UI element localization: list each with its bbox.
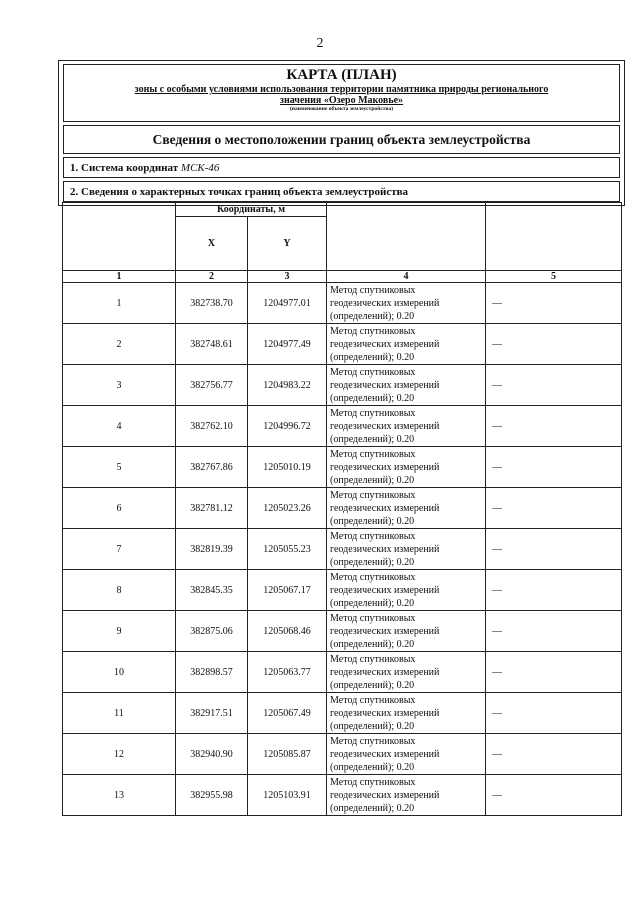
y-value: 1204977.49 (248, 324, 327, 365)
remark-cell: — (486, 447, 622, 488)
method-line: Метод спутниковых (330, 694, 416, 706)
title-line-1: зоны с особыми условиями использования территории памятника природы регионального (134, 84, 549, 95)
x-value: 382767.86 (176, 447, 248, 488)
method-cell (327, 488, 486, 529)
remark-cell: — (486, 324, 622, 365)
remark-cell: — (486, 734, 622, 775)
method-line: (определений); 0.20 (330, 392, 415, 404)
points-table (62, 202, 622, 816)
point-number: 1 (63, 283, 176, 324)
coord-system-value: МСК-46 (180, 162, 220, 174)
document-frame (58, 60, 625, 206)
x-header: X (176, 217, 248, 271)
x-value: 382738.70 (176, 283, 248, 324)
table-row (63, 611, 622, 652)
point-number: 6 (63, 488, 176, 529)
remark-cell: — (486, 283, 622, 324)
x-value: 382898.57 (176, 652, 248, 693)
remark-cell: — (486, 406, 622, 447)
method-line: геодезических измерений (330, 502, 440, 514)
method-line: Метод спутниковых (330, 571, 416, 583)
y-value: 1205067.49 (248, 693, 327, 734)
method-cell (327, 324, 486, 365)
x-value: 382940.90 (176, 734, 248, 775)
method-line: (определений); 0.20 (330, 802, 415, 814)
method-line: (определений); 0.20 (330, 720, 415, 732)
method-line: (определений); 0.20 (330, 597, 415, 609)
method-line: (определений); 0.20 (330, 638, 415, 650)
method-cell (327, 447, 486, 488)
table-row (63, 447, 622, 488)
method-line: геодезических измерений (330, 625, 440, 637)
x-value: 382917.51 (176, 693, 248, 734)
remark-cell: — (486, 488, 622, 529)
method-line: геодезических измерений (330, 584, 440, 596)
method-line: геодезических измерений (330, 748, 440, 760)
x-value: 382762.10 (176, 406, 248, 447)
title-line-2: значения «Озеро Маковье» (279, 95, 404, 106)
method-cell (327, 693, 486, 734)
y-value: 1205063.77 (248, 652, 327, 693)
page-number: 2 (316, 36, 324, 51)
table-row (63, 693, 622, 734)
col-number: 4 (327, 271, 486, 283)
method-cell (327, 570, 486, 611)
method-line: Метод спутниковых (330, 448, 416, 460)
method-line: Метод спутниковых (330, 407, 416, 419)
remark-cell: — (486, 652, 622, 693)
method-line: (определений); 0.20 (330, 515, 415, 527)
method-line: (определений); 0.20 (330, 433, 415, 445)
y-value: 1204996.72 (248, 406, 327, 447)
method-cell (327, 734, 486, 775)
method-line: геодезических измерений (330, 338, 440, 350)
col-number: 1 (63, 271, 176, 283)
method-line: геодезических измерений (330, 379, 440, 391)
title-note: (наименование объекта землеустройства) (289, 106, 394, 112)
remark-cell: — (486, 570, 622, 611)
table-row (63, 365, 622, 406)
y-value: 1205010.19 (248, 447, 327, 488)
method-line: Метод спутниковых (330, 284, 416, 296)
remark-cell: — (486, 775, 622, 816)
method-line: (определений); 0.20 (330, 310, 415, 322)
table-row (63, 324, 622, 365)
table-row (63, 488, 622, 529)
y-value: 1205068.46 (248, 611, 327, 652)
method-line: геодезических измерений (330, 789, 440, 801)
table-row (63, 283, 622, 324)
page-title: КАРТА (ПЛАН) (286, 67, 397, 83)
point-number: 11 (63, 693, 176, 734)
title-block (63, 64, 620, 122)
col-number: 3 (248, 271, 327, 283)
remark-cell: — (486, 529, 622, 570)
point-number: 7 (63, 529, 176, 570)
y-value: 1205067.17 (248, 570, 327, 611)
x-value: 382955.98 (176, 775, 248, 816)
y-value: 1205085.87 (248, 734, 327, 775)
method-line: Метод спутниковых (330, 325, 416, 337)
point-number: 5 (63, 447, 176, 488)
col-number: 2 (176, 271, 248, 283)
method-line: (определений); 0.20 (330, 351, 415, 363)
section-heading: Сведения о местоположении границ объекта землеустройства (63, 125, 620, 154)
coord-system-label: 1. Система координат (70, 162, 179, 174)
header-empty-cell (63, 203, 176, 271)
point-number: 2 (63, 324, 176, 365)
point-number: 13 (63, 775, 176, 816)
x-value: 382819.39 (176, 529, 248, 570)
y-value: 1204977.01 (248, 283, 327, 324)
method-cell (327, 406, 486, 447)
table-row (63, 406, 622, 447)
column-number-row (63, 271, 622, 283)
method-line: геодезических измерений (330, 461, 440, 473)
x-value: 382781.12 (176, 488, 248, 529)
method-line: (определений); 0.20 (330, 761, 415, 773)
y-value: 1205103.91 (248, 775, 327, 816)
method-line: геодезических измерений (330, 297, 440, 309)
method-cell (327, 652, 486, 693)
method-line: геодезических измерений (330, 420, 440, 432)
table-header-row (63, 203, 622, 217)
col-number: 5 (486, 271, 622, 283)
points-heading: 2. Сведения о характерных точках границ объекта землеустройства (63, 181, 620, 202)
y-value: 1205055.23 (248, 529, 327, 570)
method-line: (определений); 0.20 (330, 556, 415, 568)
table-row (63, 734, 622, 775)
coords-header: Координаты, м (176, 203, 327, 217)
method-cell (327, 529, 486, 570)
method-line: Метод спутниковых (330, 653, 416, 665)
method-cell (327, 365, 486, 406)
method-line: Метод спутниковых (330, 366, 416, 378)
y-value: 1204983.22 (248, 365, 327, 406)
coord-system-line (63, 157, 620, 178)
point-number: 10 (63, 652, 176, 693)
header-empty-cell (486, 203, 622, 271)
x-value: 382756.77 (176, 365, 248, 406)
point-number: 9 (63, 611, 176, 652)
method-line: (определений); 0.20 (330, 474, 415, 486)
point-number: 3 (63, 365, 176, 406)
x-value: 382845.35 (176, 570, 248, 611)
x-value: 382748.61 (176, 324, 248, 365)
method-cell (327, 283, 486, 324)
table-row (63, 570, 622, 611)
remark-cell: — (486, 693, 622, 734)
point-number: 8 (63, 570, 176, 611)
header-empty-cell (327, 203, 486, 271)
method-line: геодезических измерений (330, 666, 440, 678)
method-line: Метод спутниковых (330, 489, 416, 501)
point-number: 4 (63, 406, 176, 447)
table-row (63, 775, 622, 816)
x-value: 382875.06 (176, 611, 248, 652)
method-line: геодезических измерений (330, 707, 440, 719)
method-line: Метод спутниковых (330, 776, 416, 788)
method-line: Метод спутниковых (330, 530, 416, 542)
method-line: Метод спутниковых (330, 735, 416, 747)
method-line: Метод спутниковых (330, 612, 416, 624)
method-line: (определений); 0.20 (330, 679, 415, 691)
table-row (63, 529, 622, 570)
remark-cell: — (486, 611, 622, 652)
method-cell (327, 775, 486, 816)
y-header: Y (248, 217, 327, 271)
remark-cell: — (486, 365, 622, 406)
table-row (63, 652, 622, 693)
method-cell (327, 611, 486, 652)
method-line: геодезических измерений (330, 543, 440, 555)
y-value: 1205023.26 (248, 488, 327, 529)
point-number: 12 (63, 734, 176, 775)
